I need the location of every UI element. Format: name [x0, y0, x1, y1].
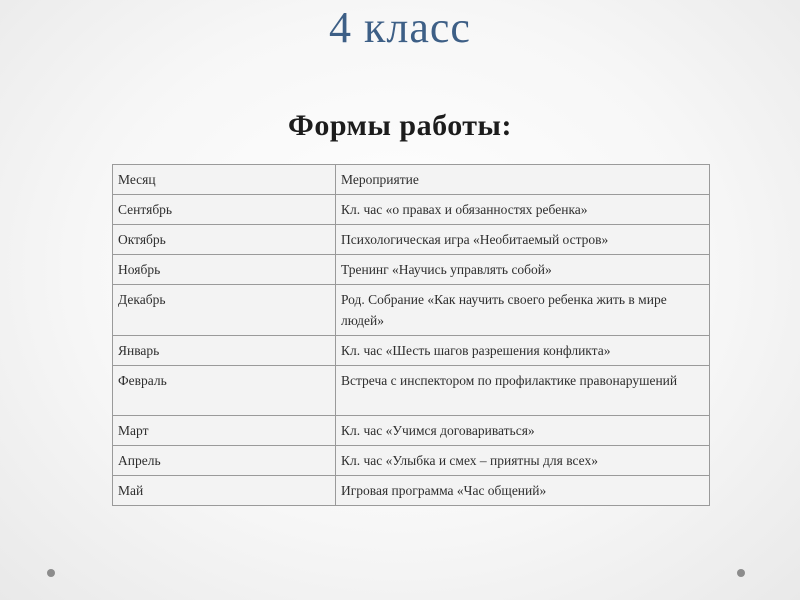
month-cell: Март [113, 416, 336, 446]
table-row [113, 366, 710, 416]
month-cell: Сентябрь [113, 195, 336, 225]
schedule-table [112, 164, 710, 506]
month-cell: Январь [113, 336, 336, 366]
table-row [113, 225, 710, 255]
slide-title: 4 класс [329, 3, 471, 52]
table-row [113, 416, 710, 446]
table-row [113, 255, 710, 285]
table-row [113, 476, 710, 506]
month-cell: Декабрь [113, 285, 336, 336]
month-cell: Май [113, 476, 336, 506]
header-month: Месяц [113, 165, 336, 195]
header-event: Мероприятие [336, 165, 710, 195]
month-cell: Апрель [113, 446, 336, 476]
month-cell: Февраль [113, 366, 336, 416]
event-cell: Кл. час «Улыбка и смех – приятны для всех» [336, 446, 710, 476]
table-header-row [113, 165, 710, 195]
decorative-dot-left [47, 569, 55, 577]
month-cell: Октябрь [113, 225, 336, 255]
event-cell: Кл. час «Учимся договариваться» [336, 416, 710, 446]
table-row [113, 336, 710, 366]
month-cell: Ноябрь [113, 255, 336, 285]
table-row [113, 195, 710, 225]
event-cell: Игровая программа «Час общений» [336, 476, 710, 506]
event-cell: Встреча с инспектором по профилактике правонарушений [336, 366, 710, 416]
slide-subtitle: Формы работы: [288, 109, 512, 142]
decorative-dot-right [737, 569, 745, 577]
event-cell: Тренинг «Научись управлять собой» [336, 255, 710, 285]
table-row [113, 446, 710, 476]
event-cell: Кл. час «Шесть шагов разрешения конфликта» [336, 336, 710, 366]
table-row [113, 285, 710, 336]
event-cell: Род. Собрание «Как научить своего ребенка жить в мире людей» [336, 285, 710, 336]
event-cell: Психологическая игра «Необитаемый остров» [336, 225, 710, 255]
event-cell: Кл. час «о правах и обязанностях ребенка» [336, 195, 710, 225]
